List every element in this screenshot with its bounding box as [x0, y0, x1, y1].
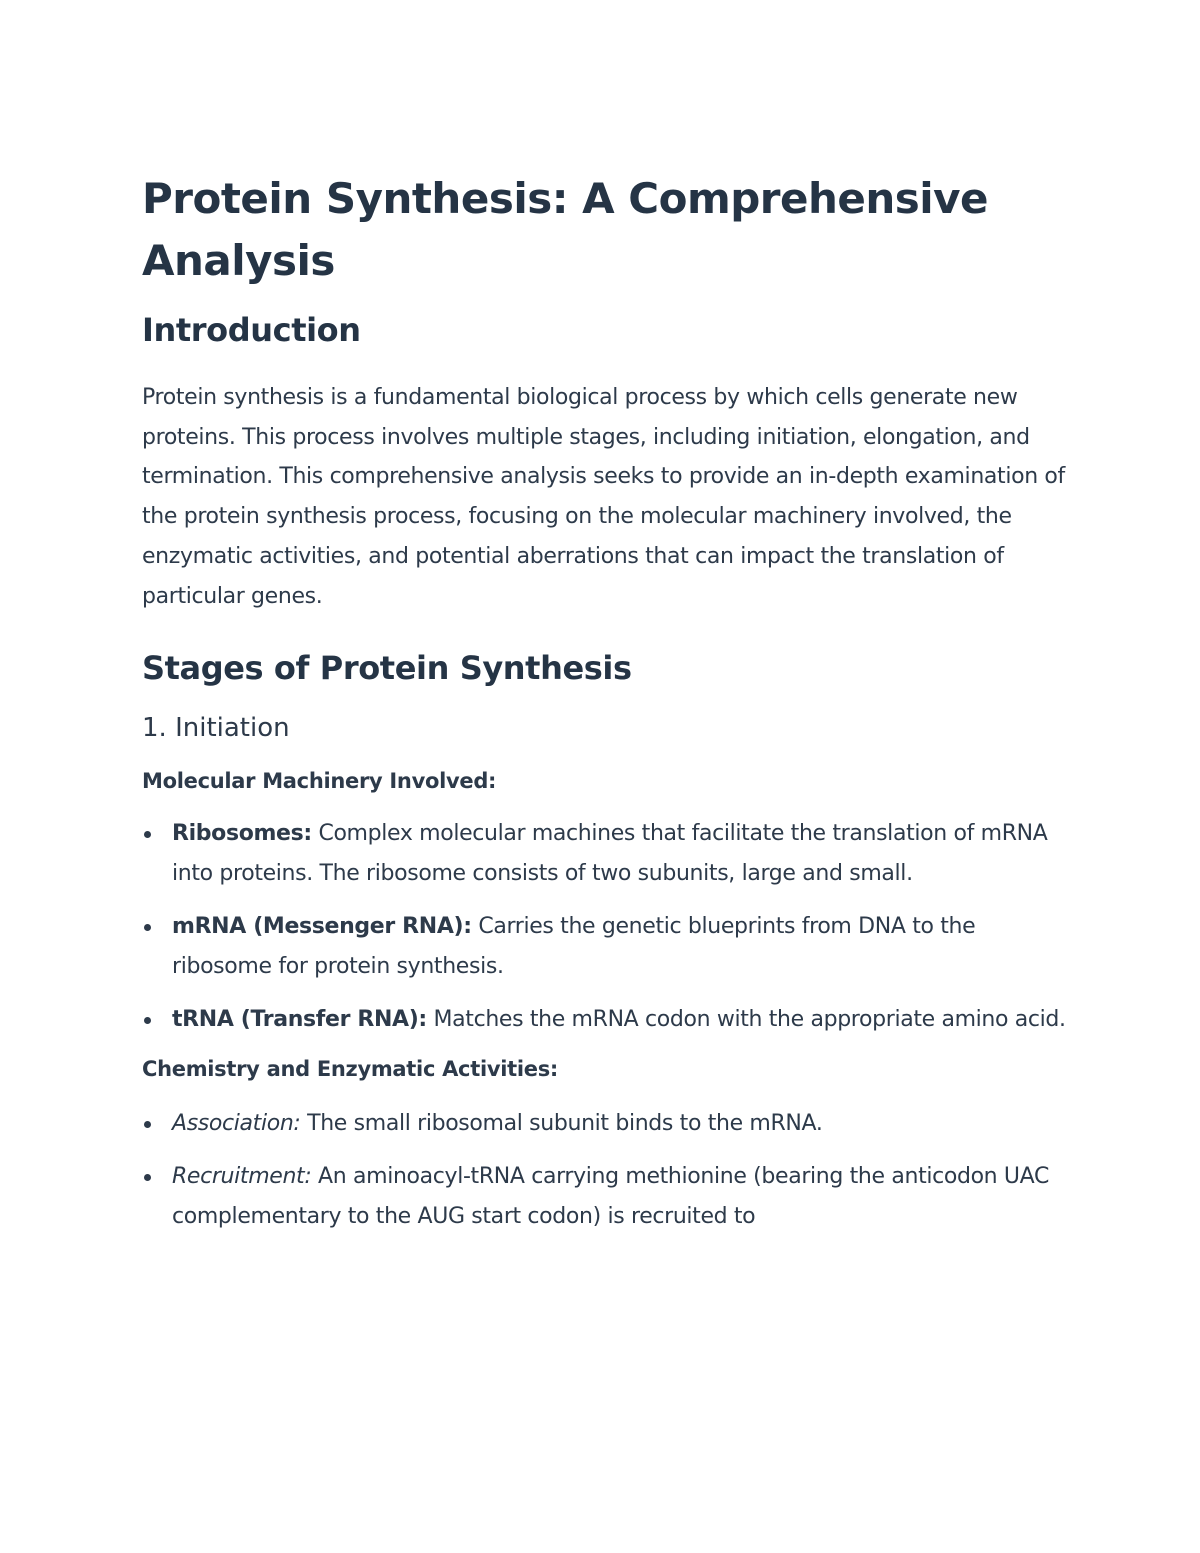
stages-heading: Stages of Protein Synthesis [142, 649, 632, 688]
introduction-paragraph: Protein synthesis is a fundamental biological process by which cells generate new proteins. This process involves multiple stages, including initiation, elongation, and termination. This comprehensive analysis seeks to provide an in-depth examination of the protein synthesis process, focusing on the molecular machinery involved, the enzymatic activities, and potential aberrations that can impact the translation of particular genes. [142, 385, 1065, 609]
list-item-term: Association: [172, 1111, 301, 1137]
machinery-heading: Molecular Machinery Involved: [142, 769, 497, 794]
initiation-heading: 1. Initiation [142, 713, 290, 744]
list-item-term: mRNA (Messenger RNA): [172, 914, 472, 940]
list-item-text: The small ribosomal subunit binds to the mRNA. [300, 1111, 823, 1137]
list-item-term: tRNA (Transfer RNA): [172, 1007, 427, 1033]
bullet-icon [144, 1121, 151, 1128]
list-item-text: Matches the mRNA codon with the appropriate amino acid. [426, 1007, 1066, 1033]
list-item-term: Recruitment: [172, 1164, 312, 1190]
list-item [142, 1000, 1072, 1040]
document-page [142, 168, 1072, 1250]
chemistry-list [142, 1104, 1072, 1237]
list-item-text: Complex molecular machines that facilitate the translation of mRNA into proteins. The ribosome consists of two subunits, large and small. [172, 821, 1048, 887]
chemistry-heading: Chemistry and Enzymatic Activities: [142, 1057, 559, 1082]
bullet-icon [144, 1174, 151, 1181]
list-item-text: An aminoacyl-tRNA carrying methionine (bearing the anticodon UAC complementary to the AUG start codon) is recruited to [172, 1164, 1049, 1230]
list-item-text: Carries the genetic blueprints from DNA to the ribosome for protein synthesis. [172, 914, 976, 980]
introduction-heading: Introduction [142, 311, 361, 349]
bullet-icon [144, 924, 151, 931]
machinery-list [142, 814, 1072, 1040]
document-title: Protein Synthesis: A Comprehensive Analysis [142, 174, 989, 285]
bullet-icon [144, 1017, 151, 1024]
list-item [142, 907, 1072, 987]
bullet-icon [144, 831, 151, 838]
list-item [142, 814, 1072, 894]
list-item [142, 1104, 1072, 1144]
list-item [142, 1157, 1072, 1237]
list-item-term: Ribosomes: [172, 821, 312, 847]
